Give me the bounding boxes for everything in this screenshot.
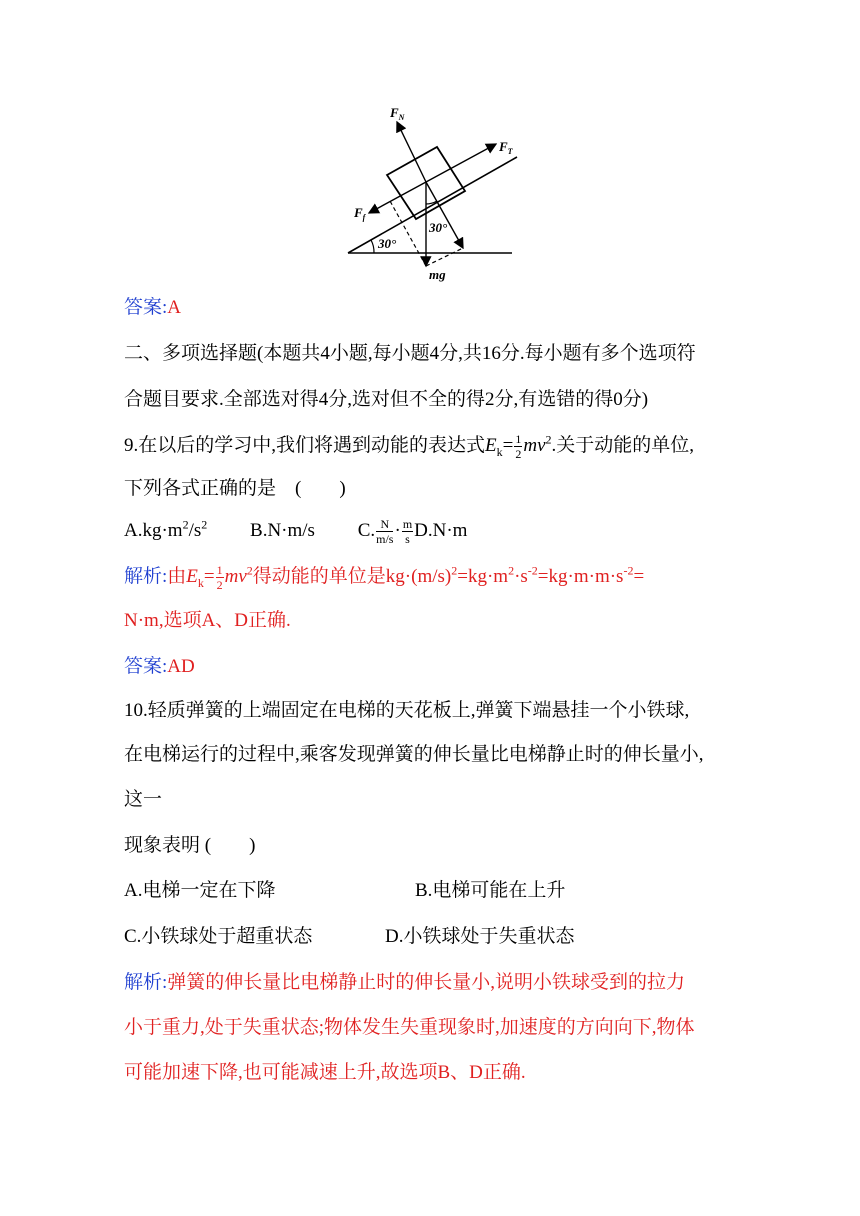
angle-label-gravity: 30°	[429, 220, 448, 235]
question-10-line-2: 在电梯运行的过程中,乘客发现弹簧的伸长量比电梯静止时的伸长量小,	[124, 744, 704, 765]
option-10b: B.电梯可能在上升	[415, 880, 566, 901]
question-9-line-1: 9.在以后的学习中,我们将遇到动能的表达式$E_k=$ $\frac{1}{2}$ $mv^2$.关于动能的单位,	[124, 432, 695, 462]
answer-8: 答案:A	[124, 297, 182, 318]
label-fn: $F_N$	[390, 105, 405, 122]
question-10-line-4: 现象表明 ( )	[124, 835, 256, 856]
question-10-line-1: 10.轻质弹簧的上端固定在电梯的天花板上,弹簧下端悬挂一个小铁球,	[124, 700, 690, 721]
analysis-10-line-3: 可能加速下降,也可能减速上升,故选项B、D正确.	[124, 1062, 526, 1083]
label-ff: $F_f$	[354, 205, 366, 222]
label-mg: mg	[429, 267, 446, 282]
option-10c: C.小铁球处于超重状态	[124, 926, 313, 947]
angle-arc-incline	[371, 240, 374, 253]
question-9-options	[124, 518, 467, 545]
dashed-line-1	[390, 201, 426, 266]
incline-line	[348, 157, 517, 253]
analysis-10-line-1: 解析:弹簧的伸长量比电梯静止时的伸长量小,说明小铁球受到的拉力	[124, 972, 686, 993]
fraction-half: $\frac{1}{2}$	[515, 432, 522, 462]
force-diagram	[0, 0, 860, 290]
friction-force-arrow	[369, 182, 426, 213]
option-9b: B.N·m/s	[250, 520, 315, 541]
angle-label-incline: 30°	[378, 236, 397, 251]
normal-force-arrow	[397, 122, 426, 182]
question-10-options-cd	[124, 924, 575, 950]
analysis-9-line-1: 解析:由$E_k=$ $\frac{1}{2}$ $mv^2$得动能的单位是$kg\cdot(m/s)^2=kg\cdot m^2\cdot s^{-2}=kg\cdot m\cdot m\cdot s^{-2}=$	[124, 563, 645, 593]
section-2-line-2: 合题目要求.全部选对得4分,选对但不全的得2分,有选错的得0分)	[124, 389, 649, 410]
question-10-options-ab	[124, 878, 566, 904]
analysis-10-line-2: 小于重力,处于失重状态;物体发生失重现象时,加速度的方向向下,物体	[124, 1017, 695, 1038]
tension-force-arrow	[426, 144, 496, 182]
question-10-line-3: 这一	[124, 789, 163, 810]
option-10d: D.小铁球处于失重状态	[385, 926, 575, 947]
option-9a: $A.kg\cdot m^2/s^2$	[124, 517, 208, 541]
label-ft: $F_T$	[499, 139, 513, 156]
component-arrow	[426, 182, 463, 248]
section-2-line-1: 二、多项选择题(本题共4小题,每小题4分,共16分.每小题有多个选项符	[124, 343, 696, 364]
option-9d: D.N·m	[414, 520, 468, 541]
question-9-line-2: 下列各式正确的是 ( )	[124, 478, 346, 499]
analysis-9-line-2: N·m,选项A、D正确.	[124, 610, 291, 631]
option-10a: A.电梯一定在下降	[124, 880, 276, 901]
dashed-line-2	[426, 248, 463, 266]
answer-9: 答案:AD	[124, 656, 195, 677]
option-9c: C. $\frac{N}{m/s}$ · $\frac{m}{s}$	[357, 517, 413, 547]
